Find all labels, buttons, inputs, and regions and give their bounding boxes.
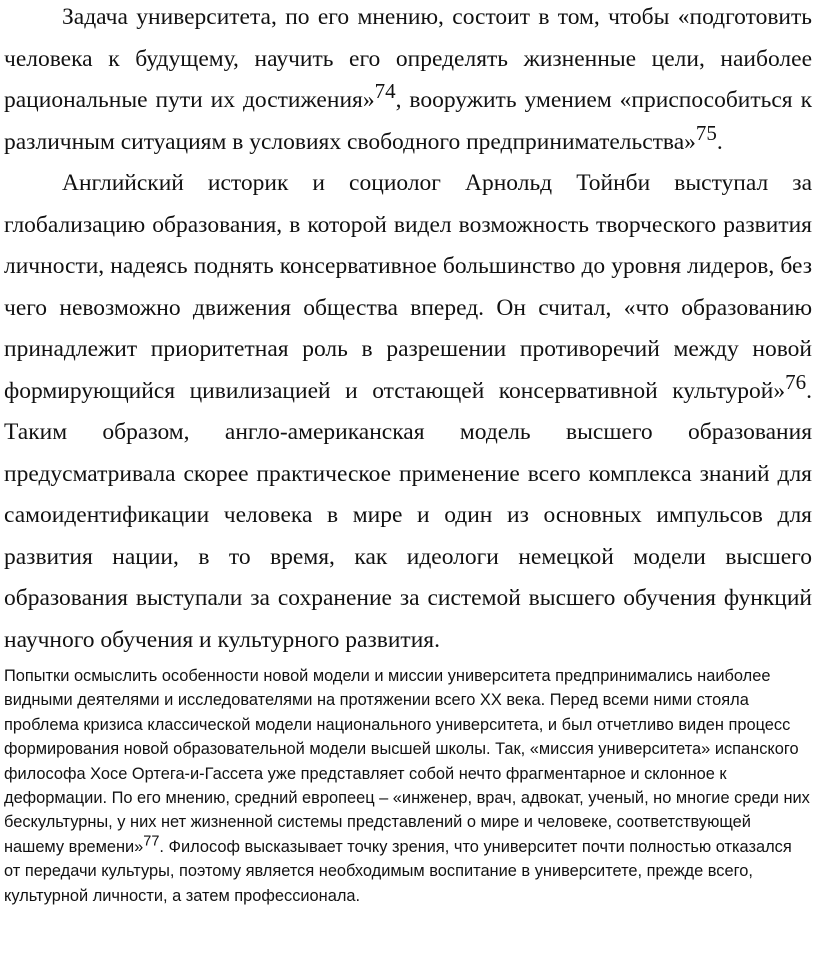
paragraph-text: , вооружить умением «приспособиться к различным ситуациям в условиях свободного предпринимательства» bbox=[4, 87, 812, 155]
footnote-ref-76: 76 bbox=[785, 369, 807, 394]
footnote-ref-77: 77 bbox=[143, 833, 160, 850]
paragraph-text: . Таким образом, англо-американская модель высшего образования предусматривала скорее практическое применение всего комплекса знаний для самоидентификации человека в мире и один из основных импульсов для развития нации, в то время, как идеологи немецкой модели высшего образования выступали за сохранение за системой высшего обучения функций научного обучения и культурного развития. bbox=[4, 377, 812, 653]
footnote-ref-74: 74 bbox=[374, 79, 396, 104]
paragraph-toynbee bbox=[4, 163, 812, 661]
footnote-ref-75: 75 bbox=[695, 120, 717, 145]
paragraph-text: . bbox=[716, 128, 723, 155]
paragraph-text: . Философ высказывает точку зрения, что университет почти полностью отказался от передачи культуры, поэтому является необходимым воспитание в университете, прежде всего, культурной личности, а затем профессионала. bbox=[4, 837, 792, 905]
paragraph-text: Задача университета, по его мнению, состоит в том, чтобы «подготовить человека к будущему, научить его определять жизненные цели, наиболее рациональные пути их достижения» bbox=[4, 4, 812, 113]
paragraph-text: Попытки осмыслить особенности новой модели и миссии университета предпринимались наиболее видными деятелями и исследователями на протяжении всего XX века. Перед всеми ними стояла проблема кризиса классической модели национального университета, и был отчетливо виден процесс формирования новой образовательной модели высшей школы. Так, «миссия университета» испанского философа Хосе Ортега-и-Гассета уже представляет собой нечто фрагментарное и склонное к деформации. По его мнению, средний европеец – «инженер, врач, адвокат, ученый, но многие среди них бескультурны, у них нет жизненной системы представлений о мире и человеке, соответствующей нашему времени» bbox=[4, 667, 810, 856]
paragraph-university-task bbox=[4, 0, 812, 163]
secondary-text-block bbox=[4, 664, 812, 908]
paragraph-ortega-y-gasset bbox=[4, 664, 810, 908]
main-text-block bbox=[4, 0, 812, 661]
paragraph-text: Английский историк и социолог Арнольд Тойнби выступал за глобализацию образования, в которой видел возможность творческого развития личности, надеясь поднять консервативное большинство до уровня лидеров, без чего невозможно движения общества вперед. Он считал, «что образованию принадлежит приоритетная роль в разрешении противоречий между новой формирующийся цивилизацией и отстающей консервативной культурой» bbox=[4, 170, 812, 404]
